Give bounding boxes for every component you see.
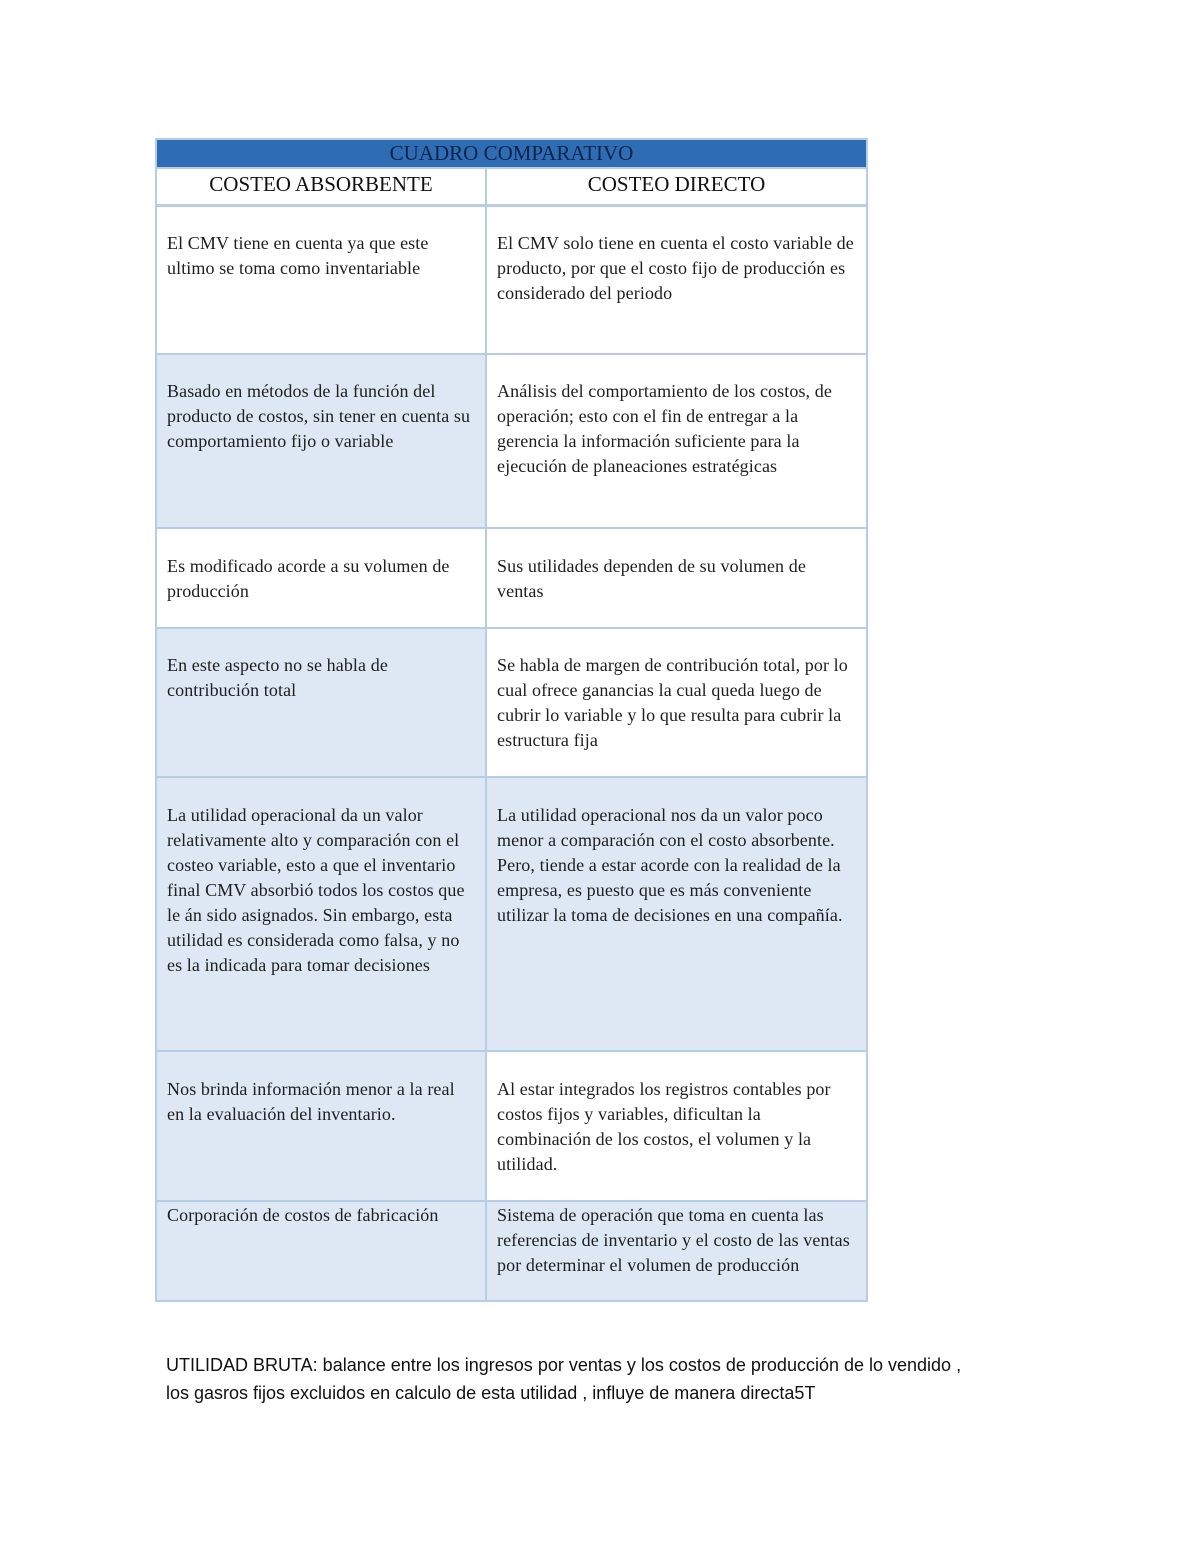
table-row: [156, 1201, 867, 1301]
cell-directo: [486, 777, 867, 1051]
cell-text: Corporación de costos de fabricación: [167, 1205, 439, 1225]
cell-text: Es modificado acorde a su volumen de producción: [167, 556, 450, 601]
cell-text: Nos brinda información menor a la real en la evaluación del inventario.: [167, 1079, 455, 1124]
table-row: [156, 206, 867, 355]
cell-directo: [486, 1201, 867, 1301]
cell-directo: [486, 528, 867, 628]
cell-directo: [486, 354, 867, 528]
cell-text: Basado en métodos de la función del producto de costos, sin tener en cuenta su comportamiento fijo o variable: [167, 381, 471, 451]
cell-text: Al estar integrados los registros contables por costos fijos y variables, dificultan la combinación de los costos, el volumen y la utilidad.: [497, 1079, 831, 1174]
table-row: [156, 777, 867, 1051]
footnote-line: los gasros fijos excluidos en calculo de esta utilidad , influye de manera directa5T: [166, 1383, 816, 1403]
comparison-table: [155, 138, 868, 1302]
table-title: CUADRO COMPARATIVO: [156, 139, 867, 168]
cell-directo: [486, 628, 867, 777]
cell-absorbente: [156, 1201, 486, 1301]
footnote-line: UTILIDAD BRUTA: balance entre los ingresos por ventas y los costos de producción de lo vendido ,: [166, 1355, 962, 1375]
cell-absorbente: [156, 1051, 486, 1201]
footnote-paragraph: [166, 1351, 1066, 1407]
column-header-absorbente: COSTEO ABSORBENTE: [156, 168, 486, 206]
cell-text: La utilidad operacional da un valor relativamente alto y comparación con el costeo variable, esto a que el inventario final CMV absorbió todos los costos que le án sido asignados. Sin embargo, esta utilidad es considerada como falsa, y no es la indicada para tomar decisiones: [167, 805, 465, 975]
table-row: [156, 1051, 867, 1201]
cell-absorbente: [156, 354, 486, 528]
cell-absorbente: [156, 206, 486, 355]
cell-text: El CMV tiene en cuenta ya que este ultimo se toma como inventariable: [167, 233, 429, 278]
cell-text: La utilidad operacional nos da un valor poco menor a comparación con el costo absorbente. Pero, tiende a estar acorde con la realidad de la empresa, es puesto que es más conveniente utilizar la toma de decisiones en una compañía.: [497, 805, 843, 925]
cell-text: Se habla de margen de contribución total, por lo cual ofrece ganancias la cual queda luego de cubrir lo variable y lo que resulta para cubrir la estructura fija: [497, 655, 848, 750]
cell-directo: [486, 1051, 867, 1201]
column-header-directo: COSTEO DIRECTO: [486, 168, 867, 206]
cell-text: En este aspecto no se habla de contribución total: [167, 655, 388, 700]
cell-text: El CMV solo tiene en cuenta el costo variable de producto, por que el costo fijo de producción es considerado del periodo: [497, 233, 854, 303]
cell-text: Análisis del comportamiento de los costos, de operación; esto con el fin de entregar a la gerencia la información suficiente para la ejecución de planeaciones estratégicas: [497, 381, 832, 476]
cell-absorbente: [156, 528, 486, 628]
table-row: [156, 528, 867, 628]
cell-text: Sus utilidades dependen de su volumen de ventas: [497, 556, 806, 601]
cell-absorbente: [156, 777, 486, 1051]
cell-text: Sistema de operación que toma en cuenta las referencias de inventario y el costo de las ventas por determinar el volumen de producción: [497, 1205, 850, 1275]
table-row: [156, 354, 867, 528]
cell-directo: [486, 206, 867, 355]
cell-absorbente: [156, 628, 486, 777]
table-row: [156, 628, 867, 777]
